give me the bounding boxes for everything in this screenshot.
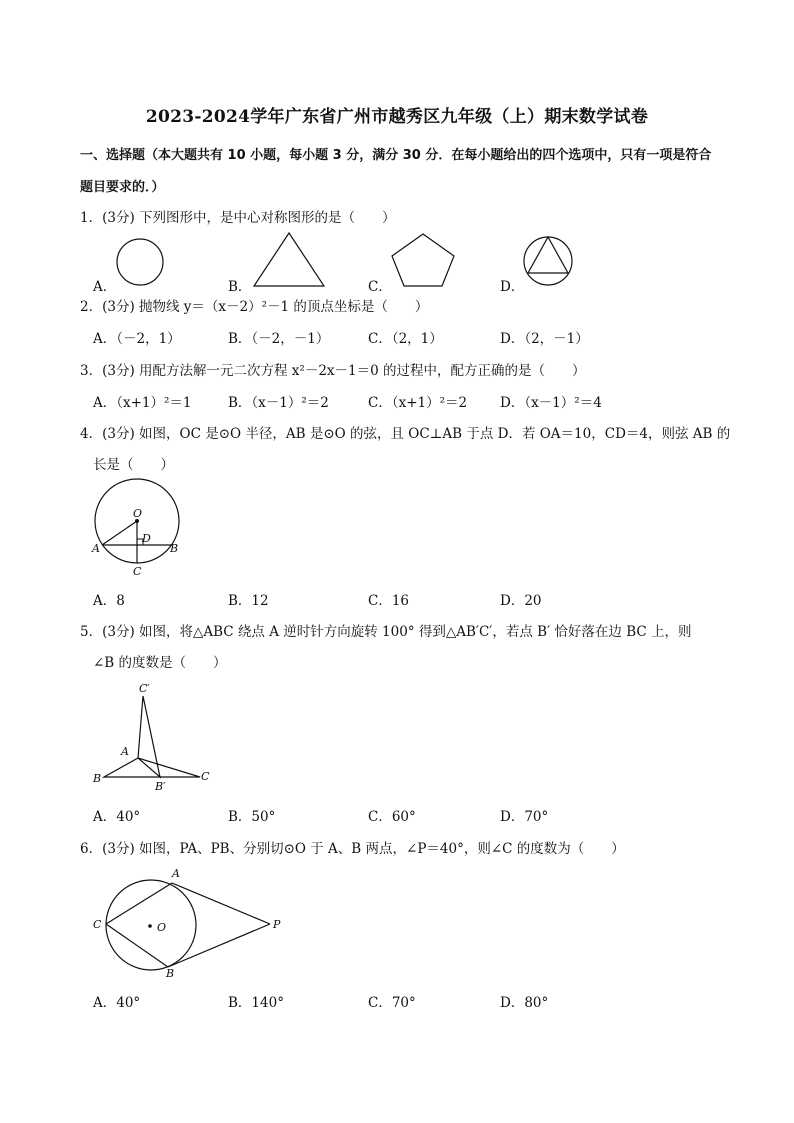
q4-label-o: O bbox=[133, 507, 143, 520]
q4-figure bbox=[80, 480, 200, 590]
q1-circle-figure bbox=[117, 239, 163, 285]
q4-option-c: C．16 bbox=[368, 593, 410, 609]
q3-option-d: D．（x－1）²＝4 bbox=[500, 395, 602, 411]
q4-label-c: C bbox=[133, 565, 142, 578]
q6-option-c: C．70° bbox=[368, 995, 416, 1011]
q4-option-b: B．12 bbox=[228, 593, 269, 609]
q6-chord-ca bbox=[106, 883, 172, 924]
q1-pentagon-figure bbox=[392, 234, 454, 286]
q5-option-a: A．40° bbox=[93, 809, 141, 825]
q6-option-a: A．40° bbox=[93, 995, 141, 1011]
q5-option-d: D．70° bbox=[500, 809, 549, 825]
q5-option-c: C．60° bbox=[368, 809, 416, 825]
q4-stem-line1: 4．(3分) 如图，OC 是⊙O 半径，AB 是⊙O 的弦，且 OC⊥AB 于点 D．若 OA＝10，CD＝4，则弦 AB 的 bbox=[80, 426, 731, 442]
q5-triangle-abc bbox=[104, 758, 200, 777]
q4-radius-oa bbox=[102, 521, 137, 545]
q5-figure bbox=[85, 676, 225, 796]
q3-option-a: A．（x+1）²＝1 bbox=[93, 395, 192, 411]
q6-option-d: D．80° bbox=[500, 995, 549, 1011]
q1-circle-with-triangle-figure bbox=[524, 237, 572, 285]
q1-inscribed-triangle bbox=[528, 237, 568, 273]
q1-triangle-figure bbox=[254, 233, 324, 286]
q5-label-c: C bbox=[201, 770, 210, 783]
q5-stem-line2: ∠B 的度数是（ ） bbox=[93, 655, 227, 671]
q6-center-point bbox=[148, 924, 152, 928]
q2-option-d: D．（2，－1） bbox=[500, 331, 589, 347]
q6-label-p: P bbox=[273, 918, 281, 931]
q5-option-b: B．50° bbox=[228, 809, 276, 825]
q1-option-b: B． bbox=[228, 279, 252, 295]
q6-tangent-pb bbox=[168, 924, 270, 967]
q4-label-d: D bbox=[142, 532, 151, 545]
q3-option-c: C．（x+1）²＝2 bbox=[368, 395, 468, 411]
q5-label-bprime: B′ bbox=[155, 780, 166, 793]
q1-option-d: D． bbox=[500, 279, 525, 295]
section-header-line1: 一、选择题（本大题共有 10 小题，每小题 3 分，满分 30 分．在每小题给出的四个选项中，只有一项是符合 bbox=[80, 148, 712, 163]
q1-stem: 1．(3分) 下列图形中，是中心对称图形的是（ ） bbox=[80, 210, 396, 226]
q4-label-a: A bbox=[92, 542, 100, 555]
q6-option-b: B．140° bbox=[228, 995, 284, 1011]
q6-label-a: A bbox=[172, 867, 180, 880]
q2-option-b: B．（－2，－1） bbox=[228, 331, 330, 347]
q6-tangent-pa bbox=[172, 883, 270, 924]
q4-stem-line2: 长是（ ） bbox=[93, 457, 174, 473]
q4-option-a: A．8 bbox=[93, 593, 125, 609]
q1-option-a: A． bbox=[93, 279, 117, 295]
page-title: 2023-2024学年广东省广州市越秀区九年级（上）期末数学试卷 bbox=[145, 107, 649, 127]
q2-option-c: C．（2，1） bbox=[368, 331, 443, 347]
q6-figure bbox=[88, 862, 298, 982]
q1-option-c: C． bbox=[368, 279, 392, 295]
q6-label-b: B bbox=[166, 967, 175, 980]
q5-stem-line1: 5．(3分) 如图，将△ABC 绕点 A 逆时针方向旋转 100° 得到△AB′C′，若点 B′ 恰好落在边 BC 上，则 bbox=[80, 624, 692, 640]
q4-option-d: D．20 bbox=[500, 593, 542, 609]
q4-label-b: B bbox=[170, 542, 179, 555]
section-header-line2: 题目要求的．） bbox=[80, 180, 165, 195]
q3-option-b: B．（x－1）²＝2 bbox=[228, 395, 329, 411]
q2-option-a: A．（－2，1） bbox=[93, 331, 181, 347]
q3-stem: 3．(3分) 用配方法解一元二次方程 x²－2x－1＝0 的过程中，配方正确的是（ ） bbox=[80, 363, 586, 379]
q5-label-b: B bbox=[93, 772, 102, 785]
q6-label-c: C bbox=[93, 918, 102, 931]
q5-label-a: A bbox=[121, 745, 129, 758]
q6-stem: 6．(3分) 如图，PA、PB、分别切⊙O 于 A、B 两点，∠P＝40°，则∠C 的度数为（ ） bbox=[80, 841, 625, 857]
q6-label-o: O bbox=[157, 921, 167, 934]
q5-label-cprime: C′ bbox=[139, 682, 150, 695]
q2-stem: 2．(3分) 抛物线 y＝（x－2）²－1 的顶点坐标是（ ） bbox=[80, 299, 429, 315]
q5-triangle-abpcp bbox=[138, 696, 160, 777]
